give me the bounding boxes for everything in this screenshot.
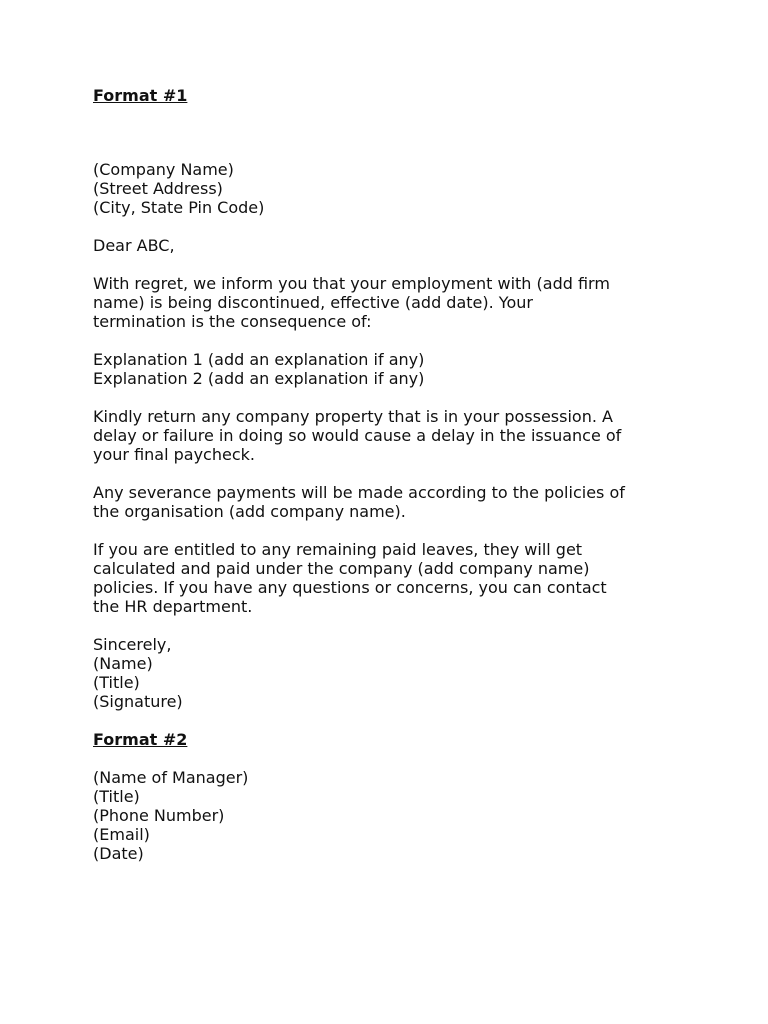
paragraph-line: your final paycheck. — [93, 445, 255, 464]
format1-heading: Format #1 — [93, 86, 188, 105]
paragraph-line: the HR department. — [93, 597, 253, 616]
company-property-paragraph — [93, 407, 693, 464]
explanation-1: Explanation 1 (add an explanation if any) — [93, 350, 425, 369]
explanations-block — [93, 350, 693, 388]
termination-paragraph — [93, 274, 693, 331]
closing-name: (Name) — [93, 654, 153, 673]
manager-title-line: (Title) — [93, 787, 140, 806]
closing-block — [93, 635, 693, 711]
manager-details-block — [93, 768, 693, 863]
paragraph-line: Any severance payments will be made according to the policies of — [93, 483, 625, 502]
paragraph-line: name) is being discontinued, effective (add date). Your — [93, 293, 533, 312]
closing-sincerely: Sincerely, — [93, 635, 172, 654]
paragraph-line: policies. If you have any questions or concerns, you can contact — [93, 578, 607, 597]
explanation-2: Explanation 2 (add an explanation if any) — [93, 369, 425, 388]
closing-title: (Title) — [93, 673, 140, 692]
salutation: Dear ABC, — [93, 236, 175, 255]
street-address-line: (Street Address) — [93, 179, 223, 198]
closing-signature: (Signature) — [93, 692, 183, 711]
paragraph-line: Kindly return any company property that is in your possession. A — [93, 407, 613, 426]
document-page — [93, 86, 693, 863]
company-name-line: (Company Name) — [93, 160, 234, 179]
manager-name-line: (Name of Manager) — [93, 768, 249, 787]
paragraph-line: With regret, we inform you that your employment with (add firm — [93, 274, 610, 293]
severance-paragraph — [93, 483, 693, 521]
date-line: (Date) — [93, 844, 144, 863]
paragraph-line: calculated and paid under the company (add company name) — [93, 559, 590, 578]
format2-heading: Format #2 — [93, 730, 188, 749]
paragraph-line: the organisation (add company name). — [93, 502, 406, 521]
email-line: (Email) — [93, 825, 150, 844]
company-address-block — [93, 160, 693, 217]
paragraph-line: termination is the consequence of: — [93, 312, 372, 331]
city-state-line: (City, State Pin Code) — [93, 198, 265, 217]
phone-number-line: (Phone Number) — [93, 806, 225, 825]
paragraph-line: delay or failure in doing so would cause a delay in the issuance of — [93, 426, 622, 445]
paragraph-line: If you are entitled to any remaining paid leaves, they will get — [93, 540, 583, 559]
paid-leaves-paragraph — [93, 540, 693, 616]
